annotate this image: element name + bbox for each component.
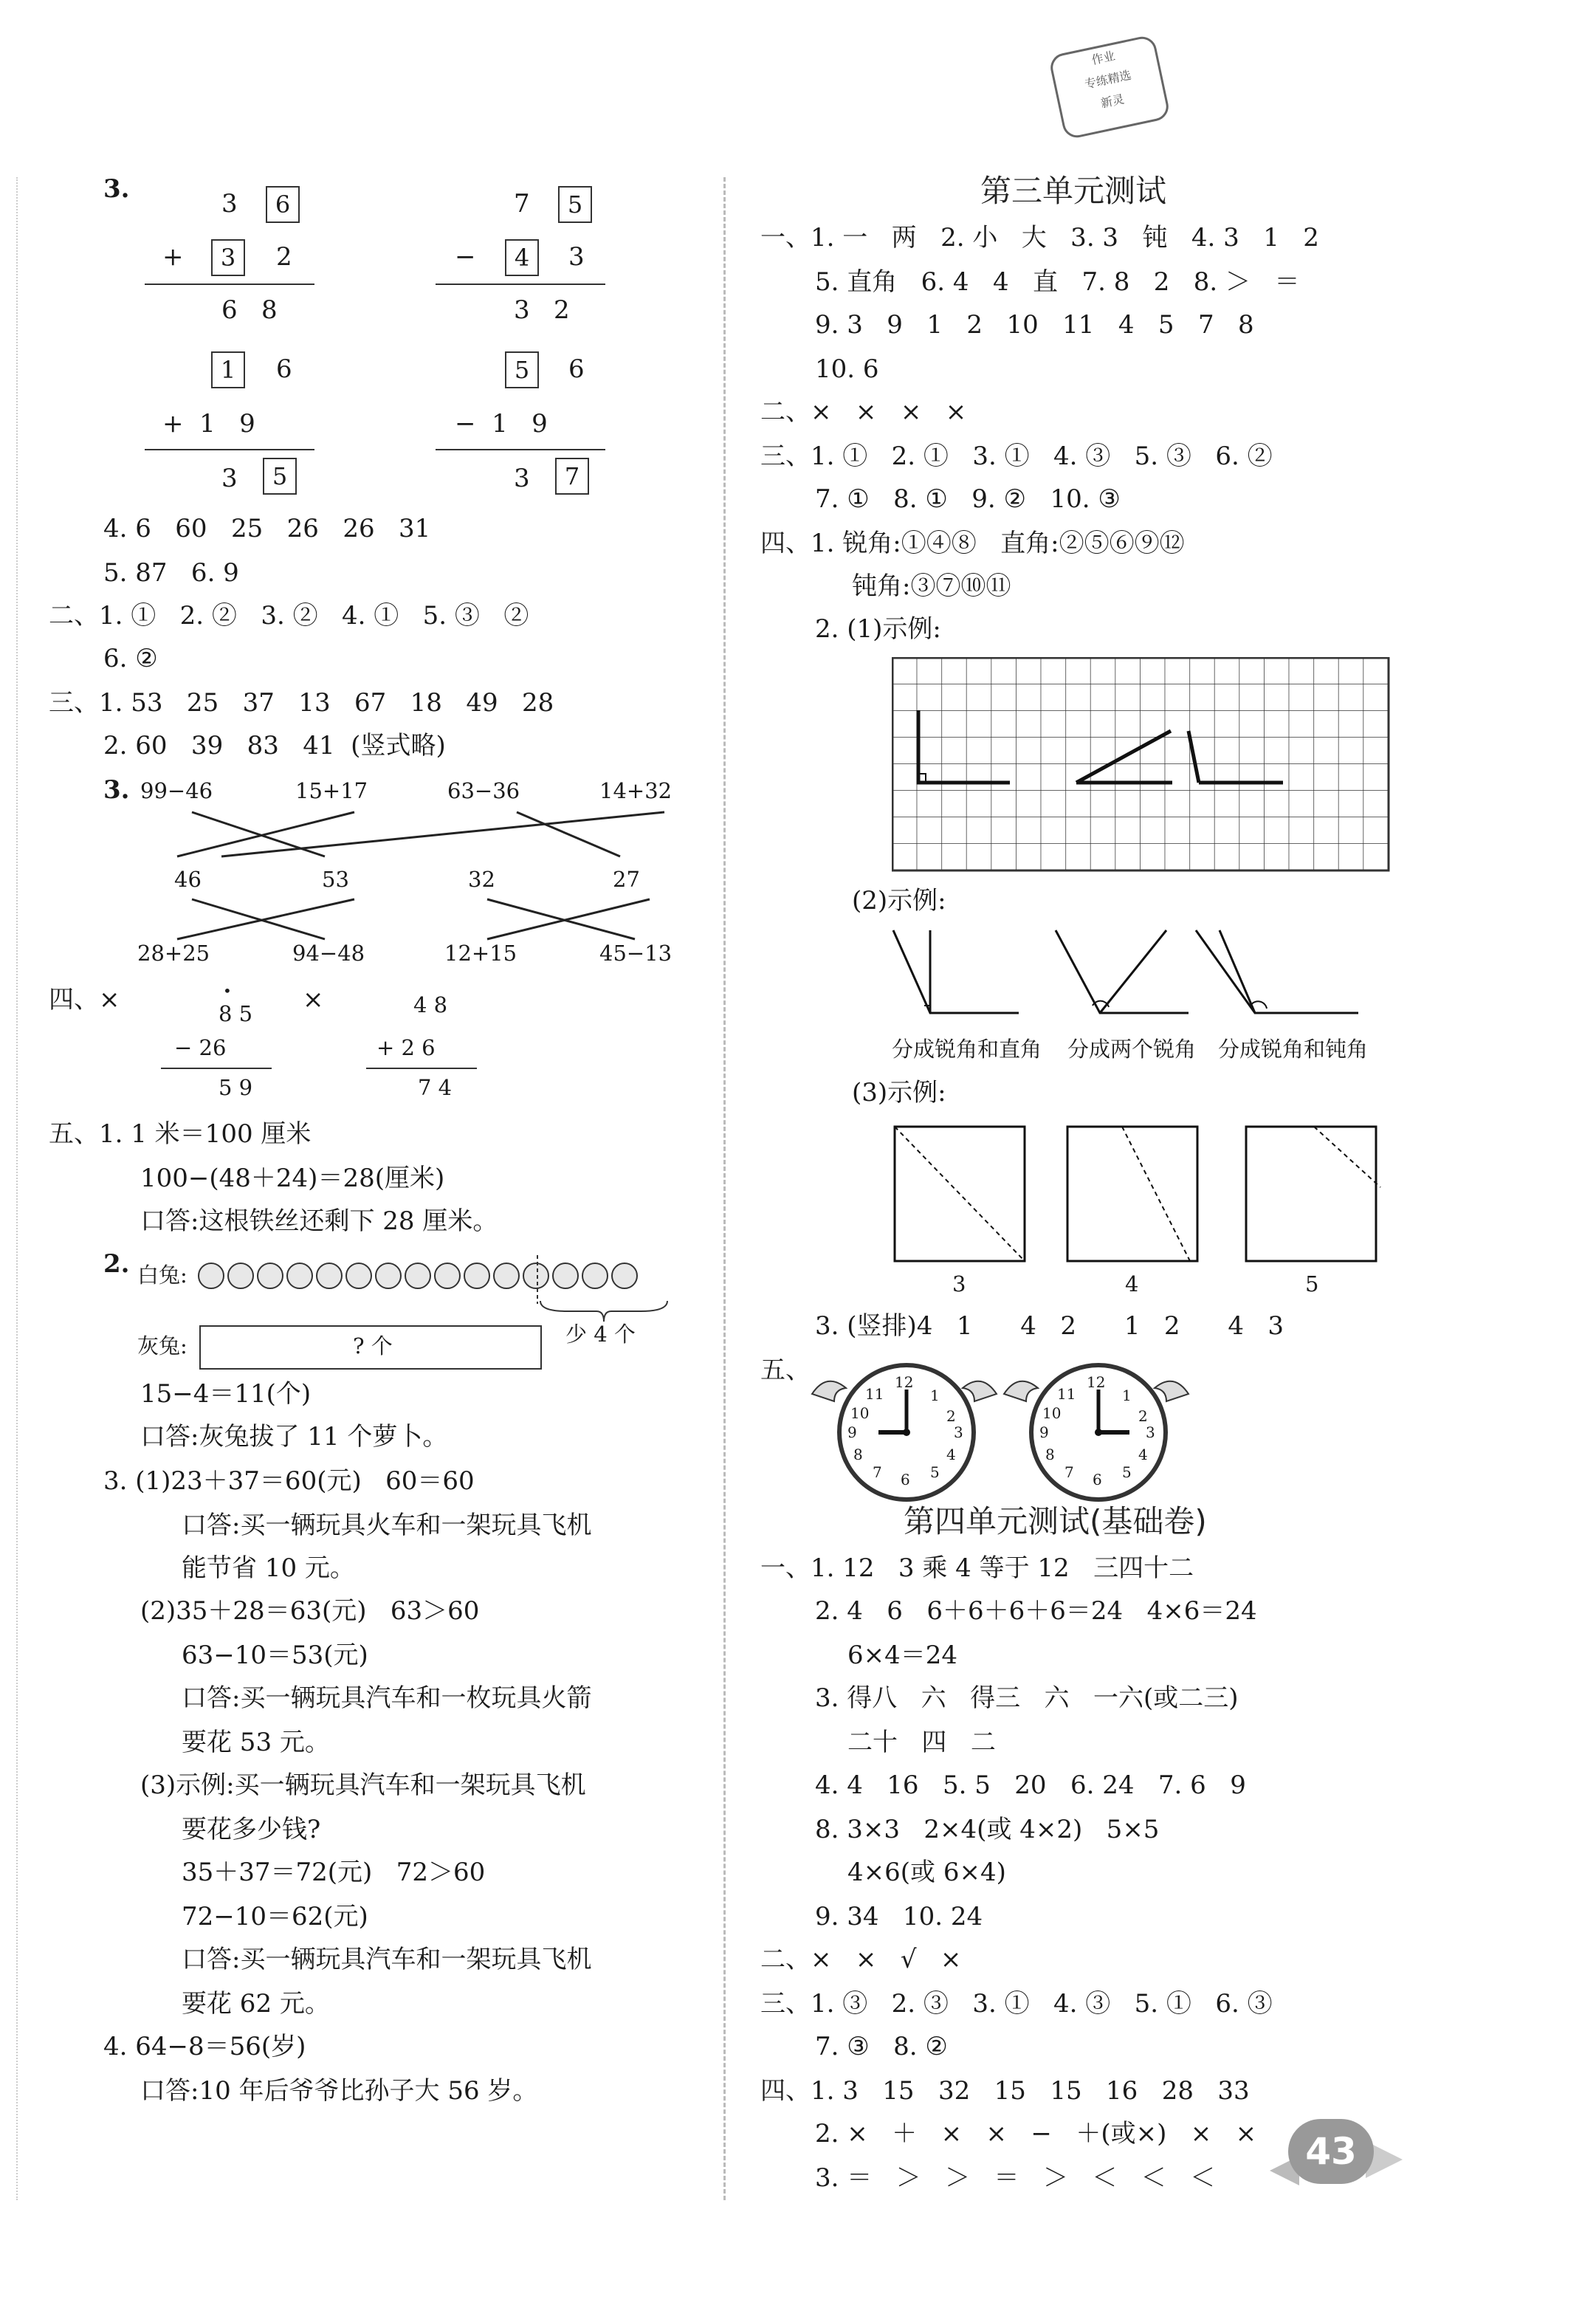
match-mid: 27 xyxy=(613,867,640,892)
answer-line: 6×4＝24 xyxy=(847,1641,958,1670)
answer-box: 5 xyxy=(558,186,592,223)
match-top: 99−46 xyxy=(140,778,213,803)
clock-number: 2 xyxy=(946,1407,956,1425)
clock-number: 9 xyxy=(847,1423,857,1441)
answer-line: 2. 4 6 6＋6＋6＋6＝24 4×6＝24 xyxy=(815,1596,1257,1626)
answer-line: 二、× × × × xyxy=(760,397,967,427)
clock-number: 4 xyxy=(1138,1446,1148,1463)
answer-line: 9. 34 10. 24 xyxy=(815,1902,983,1931)
angle-caption: 分成锐角和直角 xyxy=(892,1037,1042,1062)
answer-line: 口答:买一辆玩具火车和一架玩具飞机 xyxy=(182,1511,592,1540)
operator-row: + 1 9 xyxy=(162,409,255,439)
answer-line: (2)35＋28＝63(元) 63＞60 xyxy=(140,1596,480,1626)
angle-split-figures xyxy=(886,923,1366,1026)
digit: 3 xyxy=(221,189,238,219)
answer-line: 3. 得八 六 得三 六 一六(或二三) xyxy=(815,1683,1239,1713)
answer-line: 一、1. 一 两 2. 小 大 3. 3 钝 4. 3 1 2 xyxy=(760,223,1319,253)
clock-face xyxy=(837,1363,976,1502)
clock-number: 3 xyxy=(954,1423,963,1441)
clock-face xyxy=(1029,1363,1168,1502)
match-mid: 32 xyxy=(468,867,495,892)
carry-dot-icon: • xyxy=(223,982,232,1000)
cross-mark: × xyxy=(303,985,324,1014)
answer-line: 10. 6 xyxy=(815,354,879,384)
answer-line: (3)示例:买一辆玩具汽车和一架玩具飞机 xyxy=(140,1770,586,1800)
answer-line: 3. (竖排)4 1 4 2 1 2 4 3 xyxy=(815,1311,1284,1341)
clock-number: 5 xyxy=(930,1463,940,1481)
answer-line: 35＋37＝72(元) 72＞60 xyxy=(182,1858,486,1887)
answer-line: 四、1. 3 15 32 15 15 16 28 33 xyxy=(760,2076,1250,2106)
q4-label: 四、× xyxy=(49,985,120,1014)
unit3-title: 第三单元测试 xyxy=(980,173,1167,209)
sum-line xyxy=(366,1068,477,1069)
answer-line: 一、1. 12 3 乘 4 等于 12 三四十二 xyxy=(760,1553,1194,1583)
unit4-title: 第四单元测试(基础卷) xyxy=(904,1503,1207,1539)
clock-number: 4 xyxy=(946,1446,956,1463)
answer-line: 钝角:③⑦⑩⑪ xyxy=(852,571,1011,601)
answer-line: 四、1. 锐角:①④⑧ 直角:②⑤⑥⑨⑫ xyxy=(760,529,1185,558)
match-bottom: 28+25 xyxy=(137,941,210,966)
clock-number: 7 xyxy=(1064,1463,1074,1481)
vertical-calc: 5 9 xyxy=(219,1075,253,1100)
sum-line xyxy=(161,1068,272,1069)
angle-grid xyxy=(892,657,1391,879)
vertical-calc: − 26 xyxy=(174,1035,227,1060)
answer-line: 二、1. ① 2. ② 3. ② 4. ① 5. ③ ② xyxy=(49,601,529,631)
answer-line: 口答:买一辆玩具汽车和一架玩具飞机 xyxy=(182,1945,592,1974)
square-caption: 3 xyxy=(952,1271,966,1296)
digit: 6 xyxy=(276,354,292,384)
answer-line: 5. 87 6. 9 xyxy=(103,558,239,588)
clock-hands xyxy=(842,1367,971,1497)
square-caption: 5 xyxy=(1305,1271,1319,1296)
match-bottom: 45−13 xyxy=(599,941,673,966)
answer-line: 4. 64−8＝56(岁) xyxy=(103,2032,306,2061)
match-mid: 53 xyxy=(322,867,349,892)
clock-number: 8 xyxy=(853,1446,863,1463)
answer-line: (3)示例: xyxy=(852,1078,946,1107)
answer-line: 4. 6 60 25 26 26 31 xyxy=(103,514,431,543)
answer-box: 7 xyxy=(555,458,589,495)
answer-line: 15−4＝11(个) xyxy=(140,1379,312,1409)
clock-number: 12 xyxy=(1087,1373,1106,1391)
answer-line: 63−10＝53(元) xyxy=(182,1641,368,1670)
answer-line: 五、1. 1 米＝100 厘米 xyxy=(49,1119,312,1149)
column-divider xyxy=(723,177,726,2200)
clock-number: 8 xyxy=(1045,1446,1055,1463)
page-number: 43 xyxy=(1288,2119,1374,2184)
answer-line: 72−10＝62(元) xyxy=(182,1902,368,1931)
answer-line: 6. ② xyxy=(103,644,158,673)
clock-number: 3 xyxy=(1146,1423,1155,1441)
match-lines xyxy=(133,805,694,952)
clock-number: 12 xyxy=(895,1373,914,1391)
digit: 3 xyxy=(568,242,585,272)
answer-line: 三、1. 53 25 37 13 67 18 49 28 xyxy=(49,688,554,718)
angle-caption: 分成锐角和钝角 xyxy=(1218,1037,1369,1062)
clock-number: 1 xyxy=(930,1387,940,1404)
result: 6 8 xyxy=(221,295,278,325)
answer-line: 口答:10 年后爷爷比孙子大 56 岁。 xyxy=(140,2076,538,2106)
clock-number: 5 xyxy=(1122,1463,1132,1481)
answer-line: 5. 直角 6. 4 4 直 7. 8 2 8. ＞ ＝ xyxy=(815,267,1300,297)
stamp-line: 作业 xyxy=(1090,48,1117,68)
answer-line: 2. 60 39 83 41 (竖式略) xyxy=(103,731,446,760)
gray-rabbit-label: 灰兔: xyxy=(137,1333,188,1358)
clock-number: 11 xyxy=(1057,1385,1076,1403)
answer-line: 100−(48＋24)＝28(厘米) xyxy=(140,1164,445,1193)
answer-line: 二十 四 二 xyxy=(847,1728,996,1757)
answer-line: 7. ③ 8. ② xyxy=(815,2032,948,2061)
digit: 2 xyxy=(276,242,292,272)
stamp-line: 专练精选 xyxy=(1083,67,1133,92)
operator: − xyxy=(455,242,476,272)
less-label: 少 4 个 xyxy=(565,1322,636,1347)
clock-hands xyxy=(1033,1367,1163,1497)
answer-line: 口答:这根铁丝还剩下 28 厘米。 xyxy=(140,1206,498,1236)
answer-line: 要花 53 元。 xyxy=(182,1728,330,1757)
answer-line: 3. (1)23＋37＝60(元) 60＝60 xyxy=(103,1466,475,1496)
white-rabbit-label: 白兔: xyxy=(137,1263,188,1288)
digit: 3 xyxy=(221,464,238,493)
vertical-calc: 8 5 xyxy=(219,1001,253,1026)
answer-line: 口答:灰兔拔了 11 个萝卜。 xyxy=(140,1422,448,1452)
answer-box: 4 xyxy=(505,239,539,276)
answer-line: 4. 4 16 5. 5 20 6. 24 7. 6 9 xyxy=(815,1770,1246,1800)
square-split-figures xyxy=(886,1119,1388,1267)
match-bottom: 12+15 xyxy=(444,941,517,966)
clock-number: 2 xyxy=(1138,1407,1148,1425)
answer-line: 4×6(或 6×4) xyxy=(847,1858,1006,1887)
answer-line: 口答:买一辆玩具汽车和一枚玩具火箭 xyxy=(182,1683,592,1713)
digit: 3 xyxy=(514,464,530,493)
answer-line: 三、1. ① 2. ① 3. ① 4. ③ 5. ③ 6. ② xyxy=(760,442,1273,471)
answer-line: 3. ＝ ＞ ＞ ＝ ＞ ＜ ＜ ＜ xyxy=(815,2163,1216,2193)
answer-line: 8. 3×3 2×4(或 4×2) 5×5 xyxy=(815,1815,1160,1844)
answer-line: 2. (1)示例: xyxy=(815,614,941,644)
clock-number: 10 xyxy=(850,1404,870,1422)
answer-line: 7. ① 8. ① 9. ② 10. ③ xyxy=(815,484,1121,514)
q3-label: 3. xyxy=(103,174,130,204)
match-bottom: 94−48 xyxy=(292,941,365,966)
answer-line: 9. 3 9 1 2 10 11 4 5 7 8 xyxy=(815,310,1254,340)
answer-line: 能节省 10 元。 xyxy=(182,1553,355,1583)
answer-line: 2. × ＋ × × − ＋(或×) × × xyxy=(815,2119,1257,2148)
answer-box: 6 xyxy=(266,186,300,223)
angle-caption: 分成两个锐角 xyxy=(1067,1037,1197,1062)
answer-line: (2)示例: xyxy=(852,886,946,916)
clock-number: 6 xyxy=(901,1471,910,1488)
answer-box: 3 xyxy=(211,239,245,276)
answer-line: 二、× × √ × xyxy=(760,1945,962,1974)
sum-line xyxy=(436,284,605,285)
answer-line: 要花多少钱? xyxy=(182,1815,321,1844)
clock-number: 10 xyxy=(1042,1404,1062,1422)
answer-line: 五、 xyxy=(760,1356,811,1385)
operator: + xyxy=(162,242,184,272)
clock-number: 1 xyxy=(1122,1387,1132,1404)
match-top: 15+17 xyxy=(295,778,368,803)
digit: 7 xyxy=(514,189,530,219)
operator-row: − 1 9 xyxy=(455,409,548,439)
answer-line: 要花 62 元。 xyxy=(182,1989,330,2019)
clock-number: 6 xyxy=(1093,1471,1102,1488)
q5-2-label: 2. xyxy=(103,1249,130,1279)
match-top: 63−36 xyxy=(447,778,520,803)
page-edge-line xyxy=(16,177,18,2200)
answer-line: 三、1. ③ 2. ③ 3. ① 4. ③ 5. ① 6. ③ xyxy=(760,1989,1273,2019)
square-caption: 4 xyxy=(1125,1271,1139,1296)
match-label: 3. xyxy=(103,775,130,805)
clock-number: 7 xyxy=(873,1463,882,1481)
vertical-calc: + 2 6 xyxy=(376,1035,436,1060)
sum-line xyxy=(436,449,605,450)
match-top: 14+32 xyxy=(599,778,673,803)
digit: 6 xyxy=(568,354,585,384)
clock-number: 9 xyxy=(1039,1423,1049,1441)
answer-box: 1 xyxy=(211,351,245,388)
homework-stamp xyxy=(1048,34,1172,140)
vertical-calc: 4 8 xyxy=(413,992,448,1017)
result: 3 2 xyxy=(514,295,570,325)
vertical-calc: 7 4 xyxy=(418,1075,453,1100)
sum-line xyxy=(145,284,314,285)
unknown-count: ? 个 xyxy=(353,1333,393,1358)
clock-number: 11 xyxy=(865,1385,884,1403)
answer-box: 5 xyxy=(263,458,297,495)
stamp-line: 新灵 xyxy=(1099,92,1126,111)
answer-box: 5 xyxy=(505,351,539,388)
match-mid: 46 xyxy=(174,867,202,892)
sum-line xyxy=(145,449,314,450)
